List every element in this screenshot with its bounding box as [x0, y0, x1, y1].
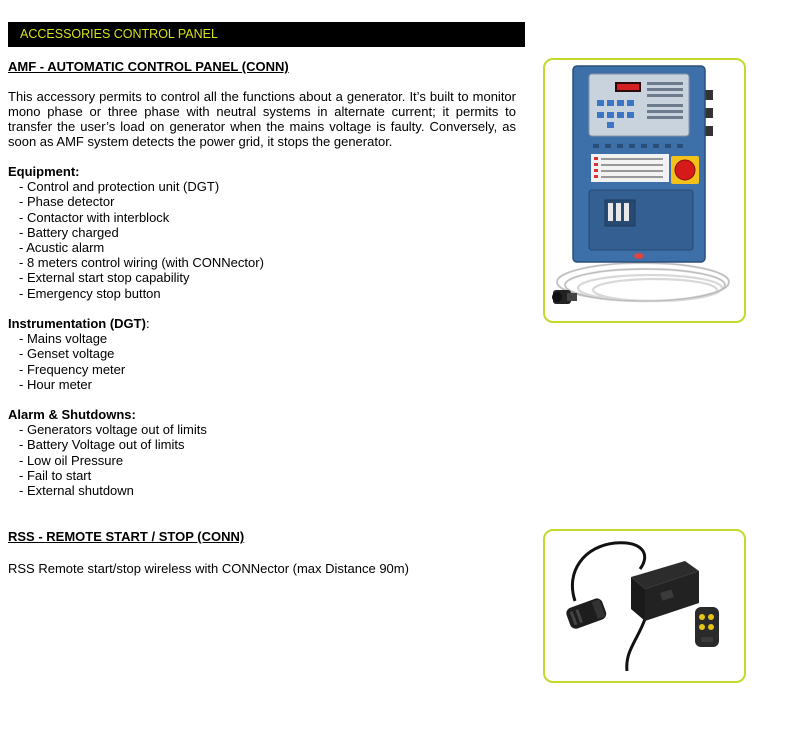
- emergency-stop-icon: [671, 156, 699, 184]
- list-item: - External shutdown: [19, 483, 207, 498]
- rss-title: RSS - REMOTE START / STOP (CONN): [8, 529, 245, 544]
- instrumentation-list: [8, 331, 150, 392]
- remote-control-icon: [695, 607, 719, 647]
- rss-description: RSS Remote start/stop wireless with CONNector (max Distance 90m): [8, 561, 409, 576]
- equipment-title: Equipment:: [8, 164, 80, 179]
- list-item: - Emergency stop button: [19, 286, 264, 301]
- list-item: - Battery Voltage out of limits: [19, 437, 207, 452]
- instrumentation-heading: [8, 316, 150, 331]
- list-item: - Contactor with interblock: [19, 210, 264, 225]
- section-header-bar: [8, 22, 525, 47]
- list-item: - Low oil Pressure: [19, 453, 207, 468]
- alarms-group: [8, 407, 207, 498]
- list-item: - Hour meter: [19, 377, 150, 392]
- rss-product-image: [543, 529, 746, 683]
- amf-title: AMF - AUTOMATIC CONTROL PANEL (CONN): [8, 59, 289, 74]
- list-item: - Acustic alarm: [19, 240, 264, 255]
- amf-description: This accessory permits to control all the functions about a generator. It’s built to monitor mono phase or three phase with neutral systems in alternate current; it permits to transfer the user’s load on generator when the mains voltage is faulty. Conversely, as soon as AMF system detects the power grid, it stops the generator.: [8, 89, 516, 149]
- list-item: - Frequency meter: [19, 362, 150, 377]
- instrumentation-group: [8, 316, 150, 392]
- equipment-list: [8, 179, 264, 301]
- instrumentation-title: Instrumentation (DGT): [8, 316, 146, 331]
- list-item: - Control and protection unit (DGT): [19, 179, 264, 194]
- list-item: - Generators voltage out of limits: [19, 422, 207, 437]
- list-item: - Phase detector: [19, 194, 264, 209]
- list-item: - Fail to start: [19, 468, 207, 483]
- alarms-title: Alarm & Shutdowns:: [8, 407, 136, 422]
- list-item: - Genset voltage: [19, 346, 150, 361]
- list-item: - 8 meters control wiring (with CONNector): [19, 255, 264, 270]
- alarms-list: [8, 422, 207, 498]
- section-header-title: ACCESSORIES CONTROL PANEL: [20, 27, 218, 41]
- amf-product-image: [543, 58, 746, 323]
- list-item: - Battery charged: [19, 225, 264, 240]
- receiver-box: [631, 561, 699, 621]
- list-item: - External start stop capability: [19, 270, 264, 285]
- connector-plug: [565, 597, 608, 631]
- instrumentation-colon: :: [145, 316, 150, 331]
- equipment-group: [8, 164, 264, 301]
- list-item: - Mains voltage: [19, 331, 150, 346]
